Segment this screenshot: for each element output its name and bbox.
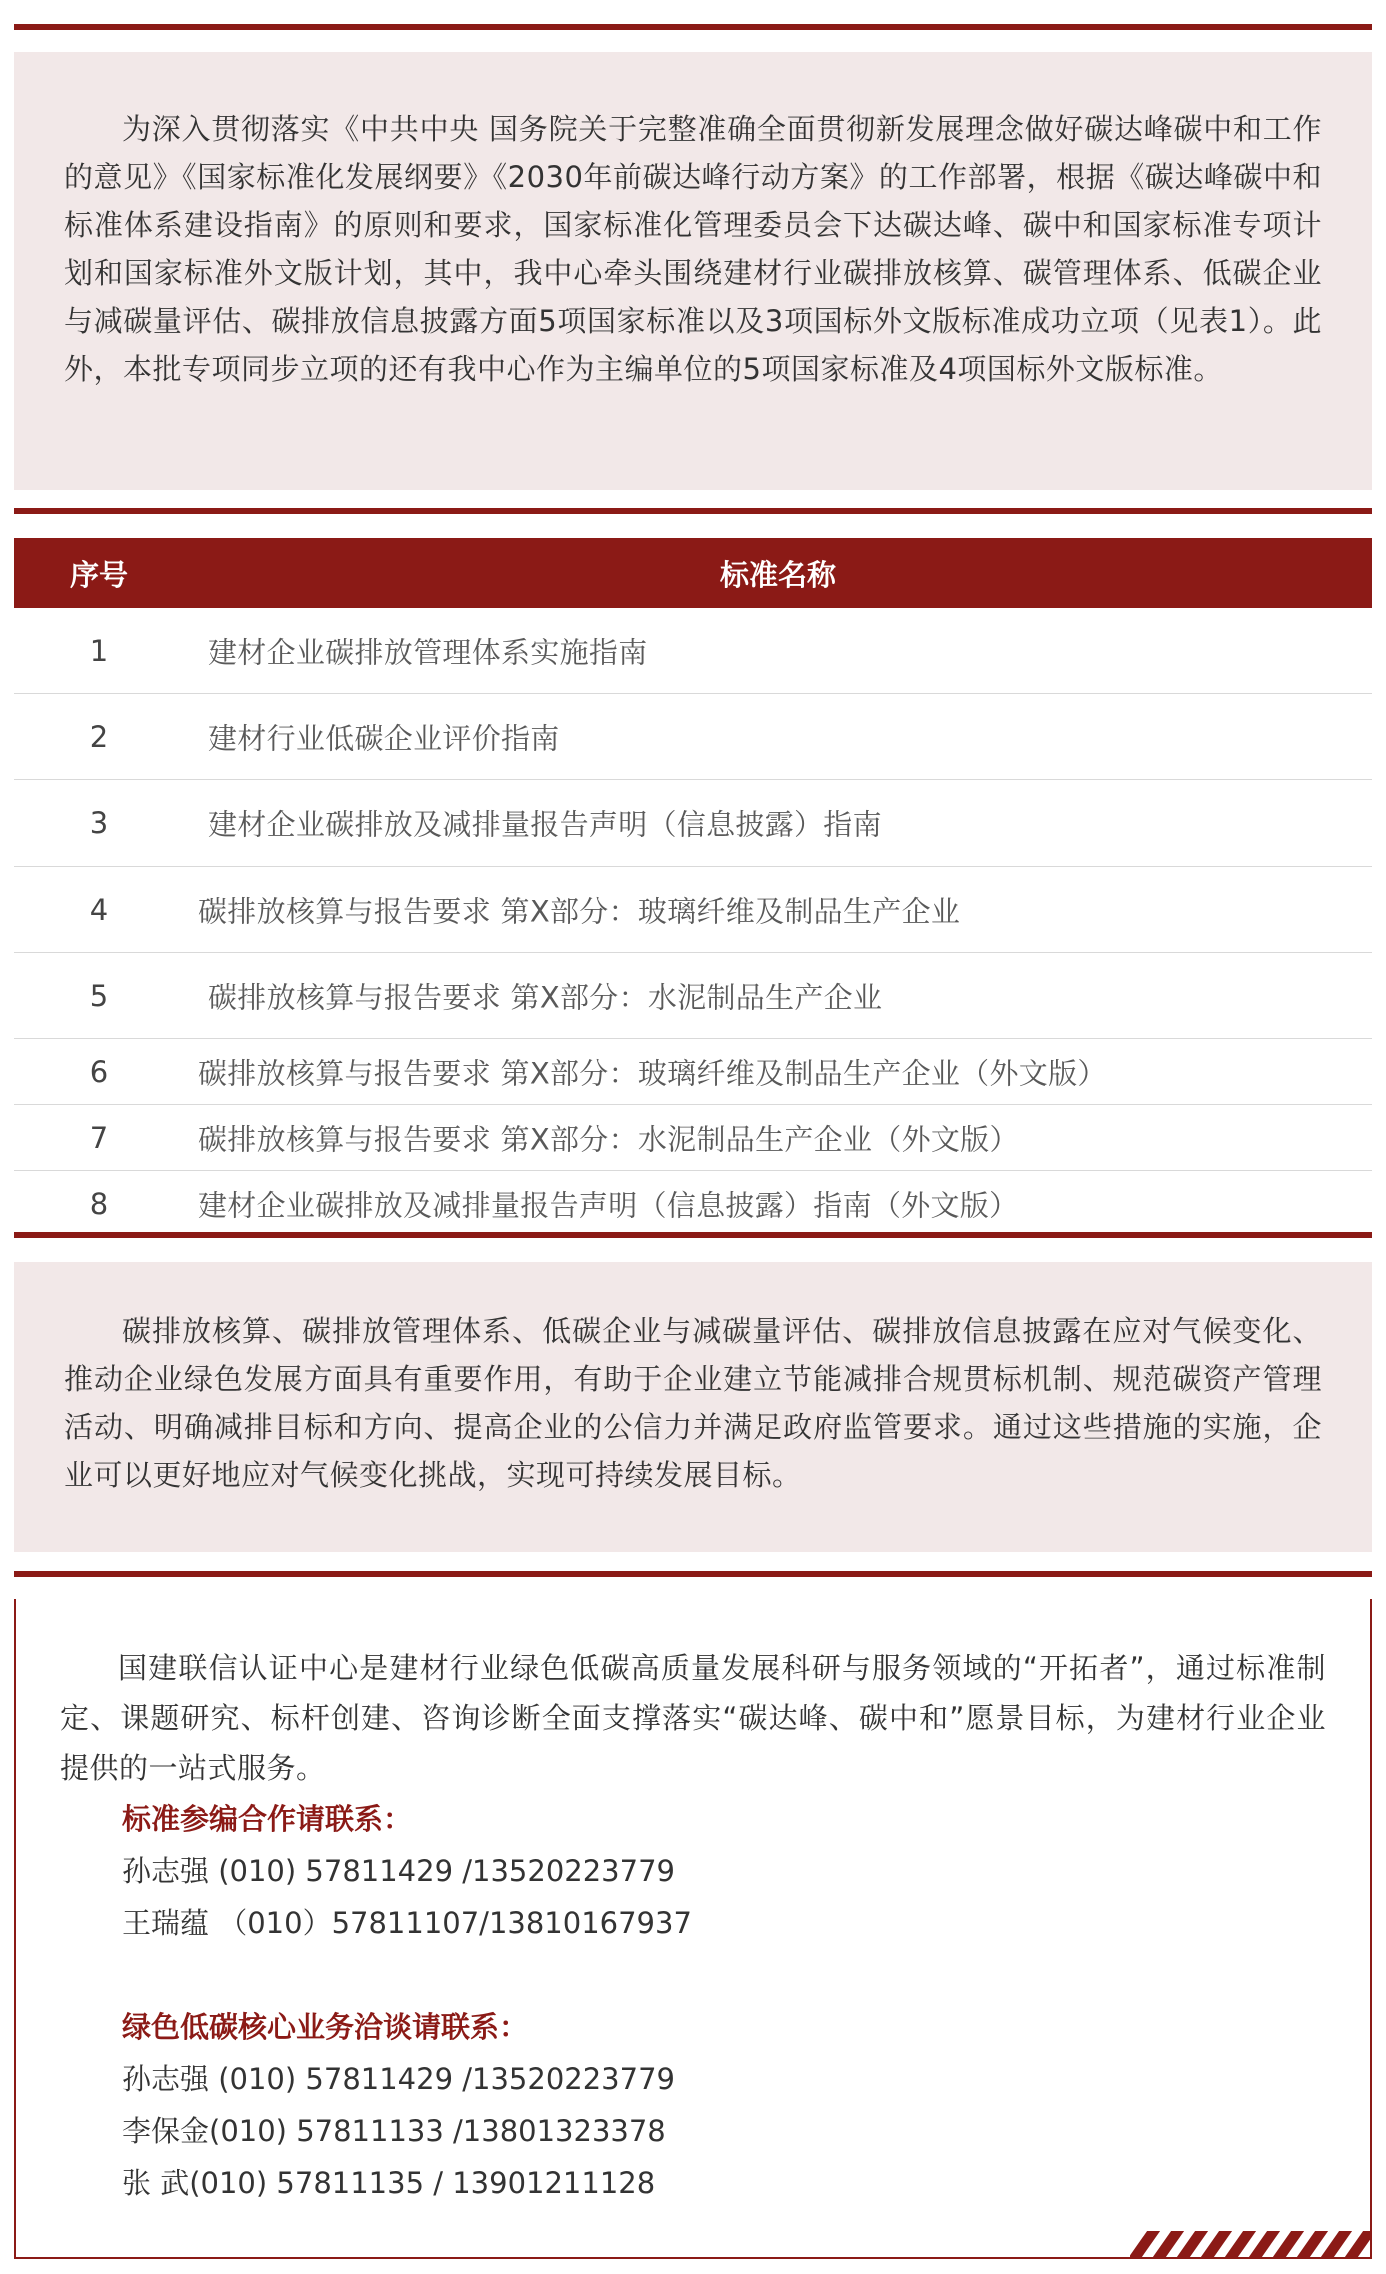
table-row [14, 694, 1372, 780]
table-row [14, 780, 1372, 867]
summary-panel [14, 1262, 1372, 1552]
row-standard-name: 建材企业碳排放及减排量报告声明（信息披露）指南（外文版） [198, 1188, 1019, 1223]
table-top-divider [14, 508, 1372, 514]
row-number: 3 [89, 806, 109, 840]
row-number: 6 [89, 1054, 109, 1089]
top-divider [14, 24, 1372, 30]
table-row [14, 1171, 1372, 1237]
table-row [14, 867, 1372, 953]
spacer [60, 1949, 1326, 2001]
row-standard-name: 碳排放核算与报告要求 第X部分：玻璃纤维及制品生产企业（外文版） [198, 1056, 1107, 1090]
contact-line: 张 武(010) 57811135 / 13901211128 [122, 2166, 656, 2200]
contact-line: 孙志强 (010) 57811429 /13520223779 [122, 2062, 675, 2096]
row-number: 8 [89, 1187, 109, 1221]
row-number: 5 [89, 978, 109, 1013]
contact-line: 王瑞蕴 （010）57811107/13810167937 [122, 1906, 692, 1940]
row-number: 7 [89, 1120, 109, 1155]
table-row [14, 1105, 1372, 1171]
table-row [14, 1039, 1372, 1105]
decorative-stripes [1130, 2231, 1370, 2257]
row-standard-name: 碳排放核算与报告要求 第X部分：水泥制品生产企业 [208, 980, 883, 1014]
table-row [14, 608, 1372, 694]
contact-content [60, 1643, 1326, 2209]
table-header [14, 538, 1372, 608]
intro-paragraph: 为深入贯彻落实《中共中央 国务院关于完整准确全面贯彻新发展理念做好碳达峰碳中和工作的意见》《国家标准化发展纲要》《2030年前碳达峰行动方案》的工作部署，根据《碳达峰碳中和标准体系建设指南》的原则和要求，国家标准化管理委员会下达碳达峰、碳中和国家标准专项计划和国家标准外文版计划，其中，我中心牵头围绕建材行业碳排放核算、碳管理体系、低碳企业与减碳量评估、碳排放信息披露方面5项国家标准以及3项国标外文版标准成功立项（见表1）。此外，本批专项同步立项的还有我中心作为主编单位的5项国家标准及4项国标外文版标准。 [64, 112, 1322, 386]
intro-panel [14, 52, 1372, 490]
contact-intro-paragraph: 国建联信认证中心是建材行业绿色低碳高质量发展科研与服务领域的“开拓者”，通过标准制定、课题研究、标杆创建、咨询诊断全面支撑落实“碳达峰、碳中和”愿景目标，为建材行业企业提供的一站式服务。 [60, 1651, 1326, 1785]
row-standard-name: 建材企业碳排放及减排量报告声明（信息披露）指南 [208, 807, 882, 842]
standards-cooperation-title: 标准参编合作请联系： [122, 1802, 413, 1836]
summary-paragraph: 碳排放核算、碳排放管理体系、低碳企业与减碳量评估、碳排放信息披露在应对气候变化、推动企业绿色发展方面具有重要作用，有助于企业建立节能减排合规贯标机制、规范碳资产管理活动、明确减排目标和方向、提高企业的公信力并满足政府监管要求。通过这些措施的实施，企业可以更好地应对气候变化挑战，实现可持续发展目标。 [64, 1314, 1322, 1492]
contact-box [14, 1599, 1372, 2259]
row-standard-name: 建材企业碳排放管理体系实施指南 [208, 635, 648, 669]
row-standard-name: 碳排放核算与报告要求 第X部分：玻璃纤维及制品生产企业 [198, 894, 961, 928]
contact-line: 李保金(010) 57811133 /13801323378 [122, 2114, 666, 2148]
header-standard-name: 标准名称 [719, 557, 836, 592]
row-standard-name: 建材行业低碳企业评价指南 [208, 721, 560, 755]
row-standard-name: 碳排放核算与报告要求 第X部分：水泥制品生产企业（外文版） [198, 1122, 1019, 1156]
table-row [14, 953, 1372, 1039]
core-business-title: 绿色低碳核心业务洽谈请联系： [122, 2010, 529, 2044]
row-number: 2 [89, 719, 109, 754]
table-bottom-divider [14, 1232, 1372, 1238]
header-serial-number: 序号 [69, 557, 128, 592]
row-number: 4 [89, 892, 109, 927]
row-number: 1 [89, 633, 109, 668]
contact-top-divider [14, 1571, 1372, 1577]
contact-line: 孙志强 (010) 57811429 /13520223779 [122, 1854, 675, 1888]
standards-table [14, 538, 1372, 1237]
